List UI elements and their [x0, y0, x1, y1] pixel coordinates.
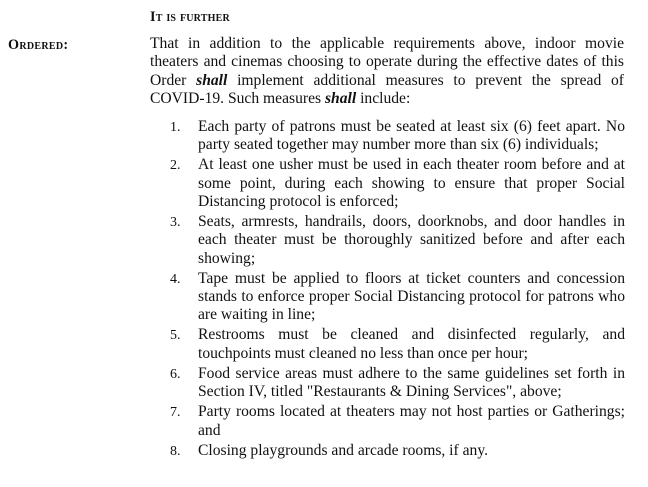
intro-text-2: implement additional measures to prevent the spread of COVID-19. Such measures: [150, 71, 625, 107]
list-item-text: Seats, armrests, handrails, doors, doorknobs, and door handles in each theater must be thoroughly sanitized before and after each showing;: [198, 213, 625, 267]
list-item-number: 4.: [170, 271, 181, 287]
list-item: [170, 442, 625, 460]
list-item: [170, 403, 625, 440]
list-item-text: Restrooms must be cleaned and disinfected regularly, and touchpoints must cleaned no less than once per hour;: [198, 326, 625, 362]
list-item: [170, 365, 625, 402]
intro-emphasis-2: shall: [324, 89, 357, 107]
list-item-number: 1.: [170, 120, 181, 135]
list-item-number: 6.: [170, 366, 181, 382]
list-item-text: Party rooms located at theaters may not host parties or Gatherings; and: [198, 403, 625, 439]
list-item: [170, 156, 625, 211]
intro-text-1: That in addition to the applicable requirements above, indoor movie theaters and cinemas choosing to operate during the effective dates of this Order: [150, 35, 624, 89]
list-item-number: 5.: [170, 328, 181, 344]
list-item-number: 2.: [170, 158, 181, 174]
list-item-text: Tape must be applied to floors at ticket counters and concession stands to enforce proper Social Distancing protocol for patrons who are waiting in line;: [198, 269, 625, 324]
list-item-text: Closing playgrounds and arcade rooms, if any.: [198, 441, 489, 459]
measures-list: [170, 118, 625, 462]
list-item-number: 3.: [170, 215, 181, 231]
intro-paragraph: [150, 35, 624, 108]
list-item: [170, 213, 625, 268]
list-item-text: At least one usher must be used in each theater room before and at some point, during each showing to ensure that proper Social Distancing protocol is enforced;: [198, 156, 625, 210]
list-item: [170, 118, 625, 155]
list-item-number: 8.: [170, 443, 181, 459]
section-heading: It is further: [150, 9, 230, 25]
list-item-number: 7.: [170, 405, 181, 421]
list-item-text: Food service areas must adhere to the same guidelines set forth in Section IV, titled "Restaurants & Dining Services", above;: [198, 364, 625, 401]
intro-emphasis-1: shall: [196, 71, 228, 89]
list-item: [170, 326, 625, 363]
list-item-text: Each party of patrons must be seated at least six (6) feet apart. No party seated together may number more than six (6) individuals;: [198, 118, 625, 154]
ordered-label: Ordered:: [8, 37, 69, 53]
list-item: [170, 270, 625, 325]
intro-text-3: include:: [356, 89, 411, 107]
